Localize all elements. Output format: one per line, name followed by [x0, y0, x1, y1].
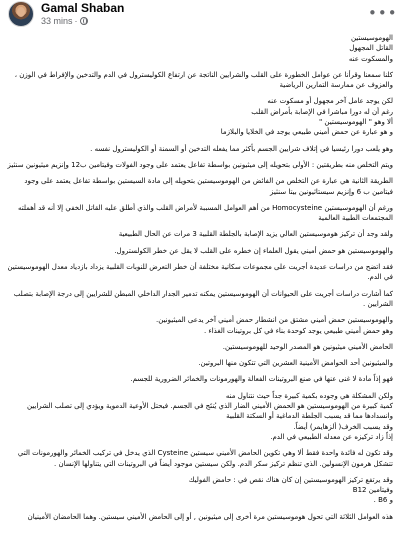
author-name[interactable]: Gamal Shaban: [41, 1, 125, 15]
paragraph: والميثيونين أحد الحوامض الأمينية العشرين التي تتكون منها البروتين.: [198, 359, 393, 368]
more-dots-icon[interactable]: •••: [368, 4, 398, 22]
paragraph: ولقد وجد أن تركيز هوموسيستين العالي يزيد الإصابة بالجلطة القلبية 3 مرات عن الحال الطبيعية: [118, 230, 393, 239]
paragraph: الطريقة الثانية هي عبارة عن التخلص من الفائض من الهوموسيستين بتحويله إلى مادة السيستين بواسطة تفاعل يعتمد على وجود فيتامين ب 6 وإنزيم سيستاثيونين بيتا سنثيز: [24, 177, 393, 196]
globe-icon[interactable]: [80, 17, 88, 25]
paragraph: لكن يوجد عامل آخر مجهول أو مسكوت عنه رغم أن له دورا مباشرا في الإصابة بأمراض القلب ألا وهو " الهوموسيستين " و هو عبارة عن حمض أميني طبيعي يوجد في الخلايا والبلازما: [220, 97, 393, 137]
paragraph: فقد اتضح من دراسات عديدة أجريت على مجموعات سكانية مختلفة أن خطر التعرض للنوبات القلبية يزداد بازدياد معدل الهوموسيستين في الدم.: [7, 263, 393, 282]
paragraph: فهو إذاً مادة لا غنى عنها في صنع البروتينات الفعالة والهورمونات والخمائر الضرورية للجسم.: [130, 375, 393, 384]
paragraph: الحامض الأميني ميثيونين هو المصدر الوحيد للهوموسيستين.: [222, 342, 393, 351]
avatar-face-icon: [17, 7, 25, 17]
paragraph: هذه العوامل الثلاثة التي تحول هوموسيستين مرة أخرى إلى ميثيونين , أو إلى الحامض الأميني سيستين. وهما الحامضان الأمينيان: [27, 512, 393, 521]
paragraph: وقد تكون له فائدة واحدة فقط ألا وهي تكوين الحامض الأميني سيستين Cysteine الذي يدخل في تركيب الخمائر والهورمونات التي تتشكل هرمون الإنسولين. الذي تنظم تركيز سكر الدم. ولكن سيستين موجود أيضاً في البروتينات التي يتناولها الإنسان .: [17, 449, 393, 468]
meta-separator: ·: [74, 16, 78, 26]
post-header: [0, 0, 400, 32]
post-time[interactable]: 33 mins: [41, 16, 73, 26]
post-meta: [41, 16, 88, 26]
paragraph: كما أشارت دراسات أجريت على الحيوانات أن الهوموسيستين يمكنه تدمير الجدار الداخلي المبطن للشرايين إلى درجة الإصابة بتصلب الشرايين .: [13, 289, 393, 308]
paragraph: وهو يلعب دورا رئيسيا في إتلاف شرايين الجسم بأكثر مما يفعله التدخين أو السمنة أو الكوليسترول نفسه .: [90, 144, 393, 153]
paragraph: وقد يرتفع تركيز الهوموسيستين إن كان هناك نقص في : حامض الفوليك وفيتامين B12 و B6 .: [188, 475, 393, 505]
paragraph: كلنا سمعنا وقرأنا عن عوامل الخطورة على القلب والشرايين الناتجة عن ارتفاع الكوليسترول في الدم والتدخين والإفراط في الوزن ، والعزوف عن ممارسة التمارين الرياضية: [14, 70, 393, 90]
paragraph: والهوموسيستين هو حمض أميني يقول العلماء إن خطره على القلب لا يقل عن خطر الكولسترول.: [114, 246, 393, 255]
paragraph: ورغم أن الهوموسيستين Homocysteine من أهم العوامل المسببة لأمراض القلب والذي أطلق عليه القاتل الخفي إلا أنه قد أهملته المجتمعات الطبية العالمية: [17, 203, 393, 223]
paragraph: ويتم التخلص منه بطريقتين : الأولى بتحويله إلى ميثيونين بواسطة تفاعل يعتمد على وجود الفولات وفيتامين ب12 وإنزيم ميثيونين سنثيز: [7, 160, 393, 169]
paragraph: والهوموسيستين حمض أميني مشتق من انشطار حمض أميني آخر يدعى الميثيونين. وهو حمض أميني طبيعي يوجد كوحدة بناء في كل بروتينات الغذاء .: [156, 316, 393, 335]
paragraph: ولكن المشكلة هي وجوده بكمية كبيرة جداً حيث نتناول منه كمية كبيرة من الهوموسيستين هو الحمض الأميني الضار الذي يُنتَج في الجسم. فيحتل الأوعية الدموية ويؤدي إلى تصلب الشرايين وانسدادها مما قد يسبب الجلطة الدماغية أو السكتة القلبية وقد يسبب الخرف( ألزهايمر) أيضاً. إذاً زاد تركيزه عن معدله الطبيعي في الدم.: [26, 391, 393, 441]
post-body: [4, 33, 393, 542]
paragraph-title: الهوموسيستين القاتل المجهول والمسكوت عنه: [348, 34, 393, 63]
author-avatar[interactable]: [8, 1, 34, 27]
